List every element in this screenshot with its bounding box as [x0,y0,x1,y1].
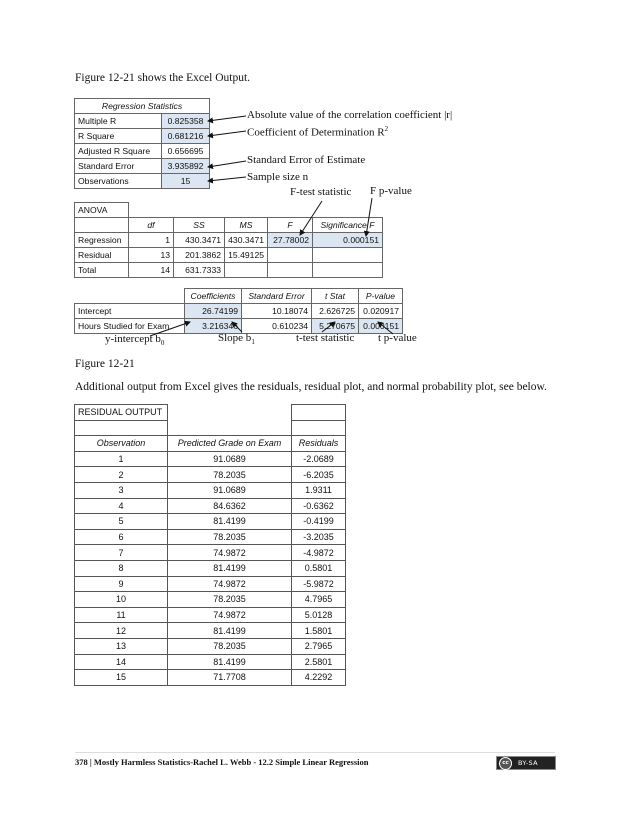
table-row: Adjusted R Square 0.656695 [75,144,210,159]
footer-rule [75,752,555,753]
annotation-y-intercept: y-intercept $b_0$ [105,333,165,348]
t-stat-value: 5.270675 [312,319,359,334]
table-row: Intercept 26.74199 10.18074 2.626725 0.020917 [75,304,403,319]
arrow-sample-size [208,177,246,181]
observations-value: 15 [162,174,210,189]
figure-caption: Figure 12-21 [75,358,135,370]
table-row: 3 91.0689 1.9311 [75,482,346,498]
annotation-t-p-value: t p-value [378,332,417,344]
table-row: 9 74.9872 -5.9872 [75,576,346,592]
annotation-standard-error: Standard Error of Estimate [247,154,366,166]
arrow-f-test [300,201,322,235]
f-statistic-value: 27.78002 [268,233,313,248]
regression-statistics-title: Regression Statistics [75,99,210,114]
arrow-standard-error [208,161,246,167]
slope-coefficient: 3.216346 [185,319,242,334]
anova-title: ANOVA [75,203,129,218]
residual-header-row: Observation Predicted Grade on Exam Residuals [75,436,346,452]
table-row: Observations 15 [75,174,210,189]
anova-header-row: df SS MS F Significance F [75,218,383,233]
table-row: 11 74.9872 5.0128 [75,607,346,623]
annotation-f-p-value: F p-value [370,185,412,197]
r-square-value: 0.681216 [162,129,210,144]
table-row: R Square 0.681216 [75,129,210,144]
annotation-r-squared: Coefficient of Determination $R^2$ [247,125,389,139]
annotation-slope: Slope $b_1$ [218,332,255,347]
table-row: 1 91.0689 -2.0689 [75,451,346,467]
footer-text: 378 | Mostly Harmless Statistics-Rachel L. Webb - 12.2 Simple Linear Regression [75,757,369,767]
table-row: 10 78.2035 4.7965 [75,592,346,608]
significance-f-value: 0.000151 [313,233,383,248]
table-row: Total 14 631.7333 [75,263,383,278]
arrow-t-p-value [378,322,393,334]
multiple-r-value: 0.825358 [162,114,210,129]
table-row: 4 84.6362 -0.6362 [75,498,346,514]
table-row: 2 78.2035 -6.2035 [75,467,346,483]
intro-text: Figure 12-21 shows the Excel Output. [75,72,251,84]
arrow-slope [232,322,242,332]
paragraph-text: Additional output from Excel gives the residuals, residual plot, and normal probability plot, see below. [75,381,547,393]
arrow-r-squared [208,131,246,136]
coefficients-header-row: Coefficients Standard Error t Stat P-value [75,289,403,304]
arrow-t-test [322,322,335,332]
table-row: 14 81.4199 2.5801 [75,654,346,670]
standard-error-value: 3.935892 [162,159,210,174]
table-row: Residual 13 201.3862 15.49125 [75,248,383,263]
table-row: 7 74.9872 -4.9872 [75,545,346,561]
table-row: 15 71.7708 4.2292 [75,670,346,686]
t-p-value: 0.000151 [359,319,403,334]
residual-output-title: RESIDUAL OUTPUT [75,405,168,421]
table-row: 5 81.4199 -0.4199 [75,514,346,530]
table-row: 8 81.4199 0.5801 [75,560,346,576]
arrow-y-intercept [150,322,190,336]
table-row: Hours Studied for Exam 3.216346 0.610234 5.270675 0.000151 [75,319,403,334]
table-row: Multiple R 0.825358 [75,114,210,129]
table-row: 6 78.2035 -3.2035 [75,529,346,545]
annotation-sample-size: Sample size n [247,171,309,183]
residual-output-table [74,404,346,686]
table-row: Regression 1 430.3471 430.3471 27.78002 0.000151 [75,233,383,248]
annotation-t-test: t-test statistic [296,332,355,344]
table-row: 13 78.2035 2.7965 [75,638,346,654]
intercept-coefficient: 26.74199 [185,304,242,319]
table-row: 12 81.4199 1.5801 [75,623,346,639]
cc-by-sa-badge [496,756,556,770]
license-label: BY-SA [518,759,538,767]
annotation-correlation: Absolute value of the correlation coefficient |r| [247,109,453,121]
arrow-f-p-value [366,198,372,236]
table-row: Standard Error 3.935892 [75,159,210,174]
annotation-f-test: F-test statistic [290,186,352,198]
cc-icon: cc [499,757,512,770]
arrow-correlation [208,116,246,121]
